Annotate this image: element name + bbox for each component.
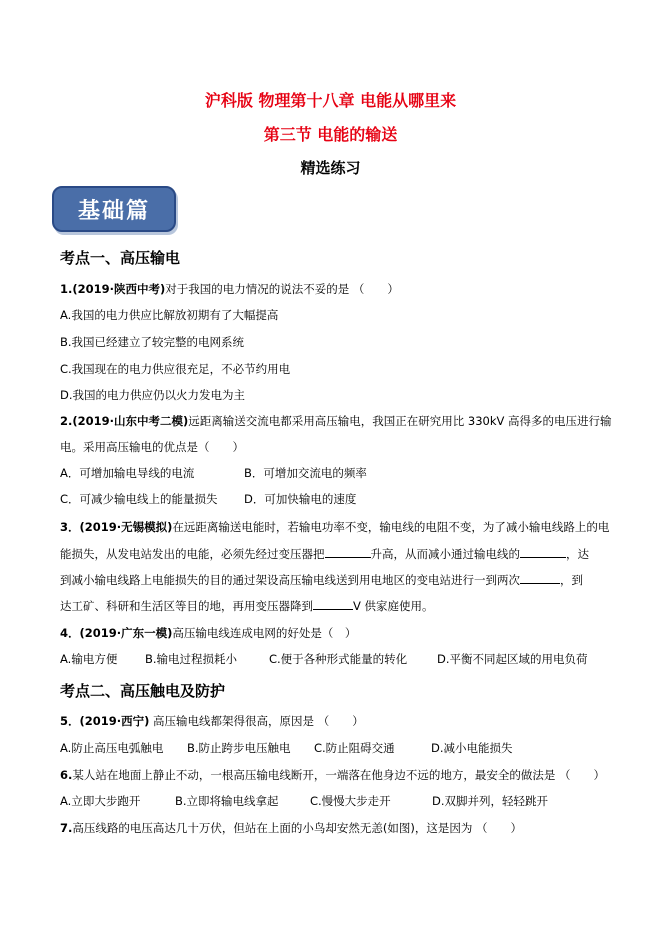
q1-option-a: A.我国的电力供应比解放初期有了大幅提高 — [60, 308, 279, 322]
q1-option-c: C.我国现在的电力供应很充足，不必节约用电 — [60, 362, 291, 376]
text-segment: ，到 — [560, 573, 583, 587]
question-1 — [60, 281, 399, 297]
text-segment: 达工矿、科研和生活区等目的地，再用变压器降到 — [60, 599, 313, 613]
q2-options-row-2 — [60, 491, 356, 507]
question-number: 5． — [60, 714, 80, 728]
question-number: 7. — [60, 821, 73, 835]
q2-option-c: C．可减少输电线上的能量损失 — [60, 492, 218, 506]
q4-option-d: D.平衡不同起区域的用电负荷 — [437, 652, 588, 666]
q4-option-b: B.输电过程损耗小 — [145, 652, 238, 666]
question-stem: 某人站在地面上静止不动，一根高压输电线断开，一端落在他身边不远的地方，最安全的做法是 （ ） — [72, 768, 606, 782]
document-title: 沪科版 物理第十八章 电能从哪里来 — [204, 91, 457, 110]
question-number: 4． — [60, 626, 80, 640]
question-2 — [60, 413, 612, 429]
question-stem: 远距离输送交流电都采用高压输电，我国正在研究用比 330kV 高得多的电压进行输 — [188, 414, 612, 428]
question-source: (2019·无锡模拟) — [79, 520, 173, 534]
answer-blank — [325, 547, 371, 558]
question-stem: 高压输电线连成电网的好处是（ ） — [172, 626, 357, 640]
question-stem: 对于我国的电力情况的说法不妥的是 （ ） — [165, 282, 399, 296]
q5-option-b: B.防止跨步电压触电 — [187, 741, 291, 755]
answer-blank — [520, 573, 560, 584]
q1-option-b: B.我国已经建立了较完整的电网系统 — [60, 335, 245, 349]
answer-blank — [313, 599, 353, 610]
question-number: 1. — [60, 282, 73, 296]
question-7 — [60, 820, 522, 836]
question-source: (2019·西宁) — [79, 714, 150, 728]
question-6 — [60, 767, 605, 783]
point-2-heading: 考点二、高压触电及防护 — [60, 682, 226, 700]
question-number: 6. — [60, 768, 73, 782]
q6-option-a: A.立即大步跑开 — [60, 794, 141, 808]
q5-option-d: D.减小电能损失 — [431, 741, 513, 755]
question-source: (2019·广东一模) — [79, 626, 173, 640]
q5-option-a: A.防止高压电弧触电 — [60, 741, 164, 755]
question-number: 2. — [60, 414, 73, 428]
q2-option-a: A．可增加输电导线的电流 — [60, 466, 195, 480]
q2-option-b: B．可增加交流电的频率 — [244, 466, 367, 480]
point-1-heading: 考点一、高压输电 — [60, 249, 181, 267]
question-stem: 高压输电线都架得很高，原因是 （ ） — [149, 714, 364, 728]
q6-options — [60, 793, 548, 809]
question-3-line-2 — [60, 546, 589, 562]
text-segment: 到减小输电线路上电能损失的目的通过架设高压输电线送到用电地区的变电站进行一到两次 — [60, 573, 520, 587]
section-title: 第三节 电能的输送 — [263, 125, 398, 144]
q6-option-d: D.双脚并列，轻轻跳开 — [432, 794, 549, 808]
basic-level-badge: 基础篇 — [52, 186, 176, 232]
text-segment: V 供家庭使用。 — [353, 599, 434, 613]
q2-option-d: D．可加快输电的速度 — [244, 492, 357, 506]
question-3-line-4 — [60, 598, 434, 614]
text-segment: 升高，从而减小通过输电线的 — [370, 547, 520, 561]
question-source: (2019·山东中考二模) — [72, 414, 189, 428]
q6-option-b: B.立即将输电线拿起 — [175, 794, 279, 808]
text-segment: 能损失，从发电站发出的电能，必须先经过变压器把 — [60, 547, 325, 561]
q6-option-c: C.慢慢大步走开 — [310, 794, 391, 808]
question-number: 3． — [60, 520, 80, 534]
question-4 — [60, 625, 356, 641]
q2-options-row-1 — [60, 465, 367, 481]
question-source: (2019·陕西中考) — [72, 282, 166, 296]
q4-options — [60, 651, 588, 667]
question-5 — [60, 713, 364, 729]
question-3 — [60, 519, 609, 535]
question-2-cont: 电。采用高压输电的优点是（ ） — [60, 440, 244, 454]
question-stem: 高压线路的电压高达几十万伏，但站在上面的小鸟却安然无恙(如图)，这是因为 （ ） — [72, 821, 522, 835]
q1-option-d: D.我国的电力供应仍以火力发电为主 — [60, 388, 246, 402]
text-segment: ，达 — [566, 547, 589, 561]
answer-blank — [520, 547, 566, 558]
q4-option-a: A.输电方便 — [60, 652, 118, 666]
q5-options — [60, 740, 513, 756]
question-3-line-3 — [60, 572, 583, 588]
practice-subtitle: 精选练习 — [300, 159, 361, 177]
q4-option-c: C.便于各种形式能量的转化 — [269, 652, 408, 666]
q5-option-c: C.防止阻碍交通 — [314, 741, 395, 755]
question-stem: 在远距离输送电能时，若输电功率不变，输电线的电阻不变，为了减小输电线路上的电 — [172, 520, 610, 534]
